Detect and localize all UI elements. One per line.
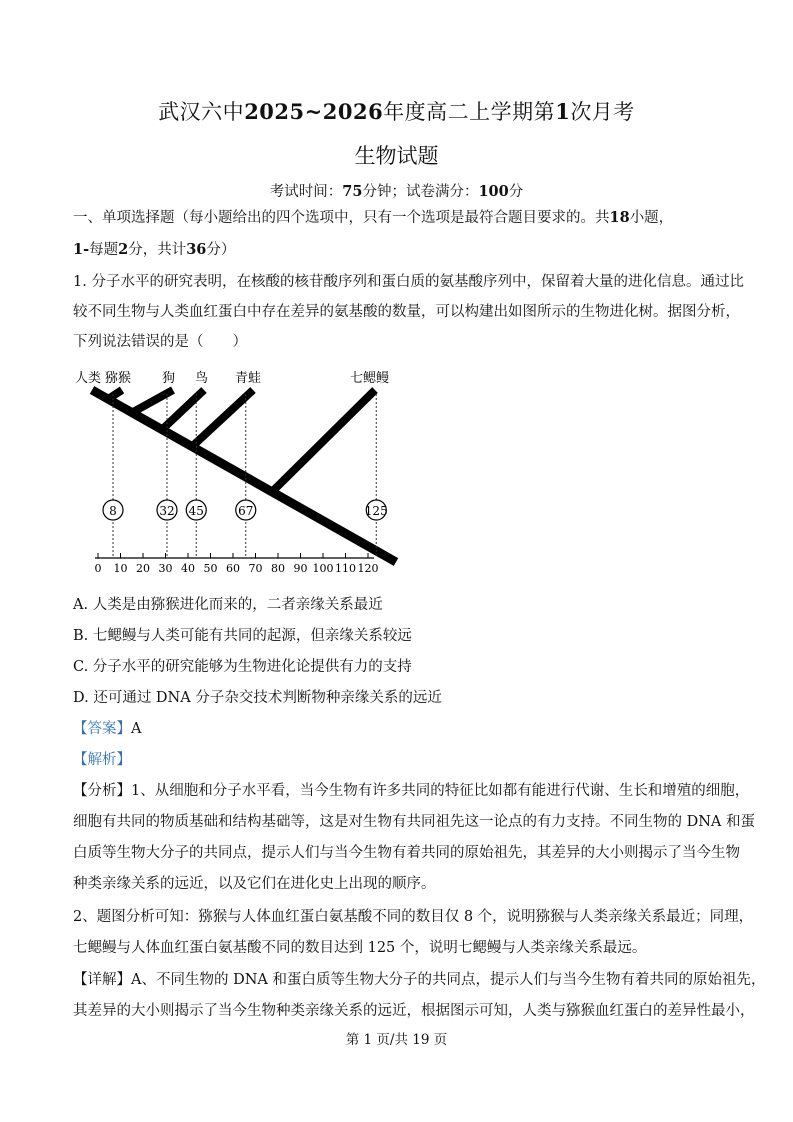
section-heading-line1: 一、单项选择题（每小题给出的四个选项中，只有一个选项是最符合题目要求的。共18小题， [73,209,674,226]
option-b: B. 七鳃鳗与人类可能有共同的起源，但亲缘关系较远 [73,628,412,644]
explanation-line: 七鳃鳗与人体血红蛋白氨基酸不同的数目达到 125 个，说明七鳃鳗与人类亲缘关系最远。 [73,940,647,956]
axis-tick-label: 10 [113,562,128,575]
analysis-label: 【解析】 [73,752,131,768]
option-d: D. 还可通过 DNA 分子杂交技术判断物种亲缘关系的远近 [73,690,442,706]
explanation-line: 白质等生物大分子的共同点，提示人们与当今生物有着共同的原始祖先，其差异的大小则揭示了当今生物 [73,845,740,861]
tree-branch [272,390,375,492]
question-stem-line: 下列说法错误的是（ ） [73,334,247,350]
axis-tick-label: 50 [203,562,218,575]
axis-tick-label: 80 [271,562,285,575]
species-label: 猕猴 [105,371,132,386]
axis-tick-label: 20 [136,562,150,575]
question-stem-line: 1. 分子水平的研究表明，在核酸的核苷酸序列和蛋白质的氨基酸序列中，保留着大量的进化信息。通过比 [73,274,744,290]
explanation-line: 【分析】1、从细胞和分子水平看，当今生物有许多共同的特征比如都有能进行代谢、生长和增殖的细胞， [73,783,750,799]
species-label: 人类 [75,371,102,386]
explanation-line: 种类亲缘关系的远近，以及它们在进化史上出现的顺序。 [73,876,436,892]
axis-tick-label: 40 [181,562,195,575]
species-label: 青蛙 [235,371,262,386]
section-heading-line2: 1-每题2分，共计36分） [73,241,236,258]
answer-line: 【答案】A [73,721,142,737]
tree-branch [192,390,253,447]
subject-title: 生物试题 [354,144,439,168]
evolution-tree-diagram [70,360,410,580]
explanation-line: 细胞有共同的物质基础和结构基础等，这是对生物有共同祖先这一论点的有力支持。不同生物的 DNA 和蛋 [73,814,755,830]
species-label: 鸟 [195,371,209,386]
axis-tick-label: 120 [357,562,379,575]
option-c: C. 分子水平的研究能够为生物进化论提供有力的支持 [73,659,412,675]
value-label: 32 [159,504,175,518]
explanation-line: 2、题图分析可知：猕猴与人体血红蛋白氨基酸不同的数目仅 8 个，说明猕猴与人类亲缘关系最近；同理， [73,909,754,925]
value-label: 8 [109,504,117,518]
axis-tick-label: 110 [335,562,356,575]
axis-tick-label: 90 [293,562,308,575]
tree-branch [132,390,173,413]
tree-branch [108,390,122,399]
species-label: 七鳃鳗 [350,371,390,386]
axis-tick-label: 60 [226,562,240,575]
value-label: 45 [188,504,204,518]
exam-info: 考试时间：75分钟；试卷满分：100分 [269,183,524,200]
page-footer: 第 1 页/共 19 页 [345,1032,448,1048]
axis-tick-label: 70 [248,562,263,575]
axis-tick-label: 0 [94,562,102,575]
page-title: 武汉六中2025~2026年度高二上学期第1次月考 [158,99,635,124]
explanation-line: 其差异的大小则揭示了当今生物种类亲缘关系的远近，根据图示可知，人类与猕猴血红蛋白的差异性最小， [73,1003,755,1019]
axis-tick-label: 30 [158,562,173,575]
question-stem-line: 较不同生物与人类血红蛋白中存在差异的氨基酸的数量，可以构建出如图所示的生物进化树。据图分析， [73,304,740,320]
option-a: A. 人类是由猕猴进化而来的，二者亲缘关系最近 [73,597,383,613]
species-labels [75,370,389,386]
value-label: 125 [364,504,388,518]
explanation-line: 【详解】A、不同生物的 DNA 和蛋白质等生物大分子的共同点，提示人们与当今生物有着共同的原始祖先， [73,972,766,988]
species-label: 狗 [162,371,176,386]
axis-tick-label: 100 [312,562,334,575]
value-label: 67 [238,504,254,518]
